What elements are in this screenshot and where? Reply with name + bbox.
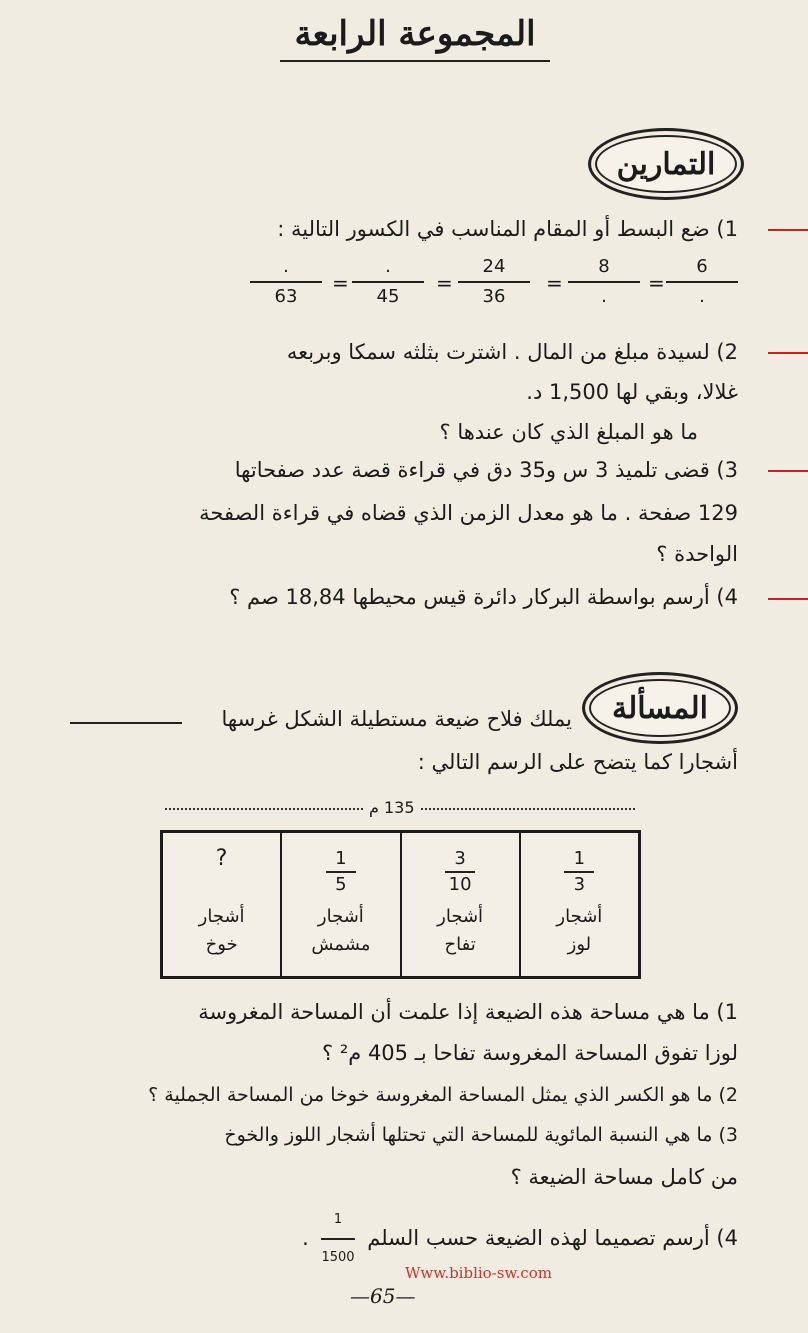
problem-q4-text: 4) أرسم تصميما لهذه الضيعة حسب السلم	[367, 1225, 738, 1250]
fraction-bar	[326, 871, 356, 873]
fraction-2	[568, 255, 640, 309]
equals-sign: =	[332, 271, 349, 295]
exercise-3-line-1: 3) قضى تلميذ 3 س و35 دق في قراءة قصة عدد صفحاتها	[234, 458, 738, 482]
section-denominator: 5	[335, 874, 347, 895]
field-diagram	[160, 830, 641, 979]
section-numerator: ?	[215, 846, 228, 871]
exercise-4-text: 4) أرسم بواسطة البركار دائرة قيس محيطها 18,84 صم ؟	[229, 585, 738, 609]
problem-q1-line-2: لوزا تفوق المساحة المغروسة تفاحا بـ 405 م² ؟	[322, 1041, 738, 1065]
section-fraction	[282, 849, 399, 895]
exercises-badge-label: التمارين	[616, 146, 716, 182]
fraction-numerator: 24	[482, 256, 506, 277]
section-fraction	[521, 849, 638, 895]
exercise-2-line-1: 2) لسيدة مبلغ من المال . اشترت بثلثه سمكا وبربعه	[286, 340, 738, 364]
fraction-numerator: .	[385, 256, 391, 277]
fraction-row	[250, 255, 738, 321]
fraction-numerator: 6	[696, 256, 708, 277]
equals-sign: =	[436, 271, 453, 295]
red-margin-mark	[768, 598, 808, 600]
exercise-3-line-2: 129 صفحة . ما هو معدل الزمن الذي قضاه في قراءة الصفحة	[199, 501, 738, 525]
fraction-denominator: .	[601, 286, 607, 307]
section-fraction	[402, 849, 519, 895]
problem-q1-line-1: 1) ما هي مساحة هذه الضيعة إذا علمت أن المساحة المغروسة	[198, 1000, 738, 1024]
exercise-2-line-2: غلالا، وبقي لها 1,500 د.	[526, 380, 738, 404]
fraction-denominator: 63	[274, 286, 298, 307]
problem-intro-line-2: أشجارا كما يتضح على الرسم التالي :	[417, 750, 738, 774]
exercise-1-text: 1) ضع البسط أو المقام المناسب في الكسور التالية :	[277, 217, 738, 241]
red-margin-mark	[768, 352, 808, 354]
section-denominator: 3	[573, 874, 586, 895]
fraction-bar	[250, 281, 322, 283]
problem-q2-text: 2) ما هو الكسر الذي يمثل المساحة المغروسة خوخا من المساحة الجملية ؟	[148, 1084, 738, 1106]
section-numerator: 1	[573, 848, 586, 869]
section-label: أشجار مشمش	[311, 906, 371, 955]
dimension-label: 135 م	[365, 798, 419, 817]
fraction-bar	[321, 1238, 354, 1240]
problem-badge	[582, 672, 738, 744]
dimension-line	[165, 798, 635, 826]
scale-numerator: 1	[333, 1212, 343, 1227]
fraction-numerator: .	[283, 256, 289, 277]
section-label: أشجار خوخ	[198, 906, 245, 955]
section-peach	[163, 833, 280, 976]
section-label: أشجار لوز	[556, 906, 603, 955]
fraction-1	[666, 255, 738, 309]
fraction-4	[352, 255, 424, 309]
problem-q3-line-1: 3) ما هي النسبة المائوية للمساحة التي تحتلها أشجار اللوز والخوخ	[224, 1124, 738, 1146]
section-denominator: 10	[448, 874, 472, 895]
fraction-bar	[564, 871, 594, 873]
exercise-3-line-3: الواحدة ؟	[656, 542, 738, 566]
footer-url: Www.biblio-sw.com	[405, 1264, 552, 1282]
fraction-numerator: 8	[598, 256, 610, 277]
fraction-denominator: .	[699, 286, 705, 307]
exercise-2-line-3: ما هو المبلغ الذي كان عندها ؟	[439, 420, 698, 444]
scale-fraction	[321, 1203, 354, 1275]
fraction-bar	[352, 281, 424, 283]
problem-badge-label: المسألة	[612, 690, 708, 726]
section-label: أشجار تفاح	[437, 906, 484, 955]
fraction-5	[250, 255, 322, 309]
fraction-denominator: 36	[482, 286, 506, 307]
page-title: المجموعة الرابعة	[294, 14, 536, 54]
red-margin-mark	[768, 229, 808, 231]
exercises-badge	[588, 128, 744, 200]
page-number: —65—	[350, 1284, 416, 1308]
section-numerator: 3	[454, 848, 466, 869]
equals-sign: =	[648, 271, 665, 295]
section-apple	[400, 833, 519, 976]
problem-q3-line-2: من كامل مساحة الضيعة ؟	[510, 1165, 738, 1189]
fraction-denominator: 45	[376, 286, 400, 307]
fraction-bar	[666, 281, 738, 283]
intro-underline	[70, 722, 182, 724]
section-almond	[519, 833, 638, 976]
fraction-bar	[568, 281, 640, 283]
section-apricot	[280, 833, 399, 976]
title-underline	[280, 60, 550, 62]
fraction-bar	[458, 281, 530, 283]
period: .	[302, 1225, 309, 1250]
fraction-3	[458, 255, 530, 309]
section-fraction	[163, 846, 280, 871]
scale-denominator: 1500	[321, 1249, 355, 1265]
fraction-bar	[445, 871, 475, 873]
section-numerator: 1	[335, 848, 347, 869]
red-margin-mark	[768, 470, 808, 472]
equals-sign: =	[546, 271, 563, 295]
problem-intro-line-1: يملك فلاح ضيعة مستطيلة الشكل غرسها	[221, 707, 572, 731]
